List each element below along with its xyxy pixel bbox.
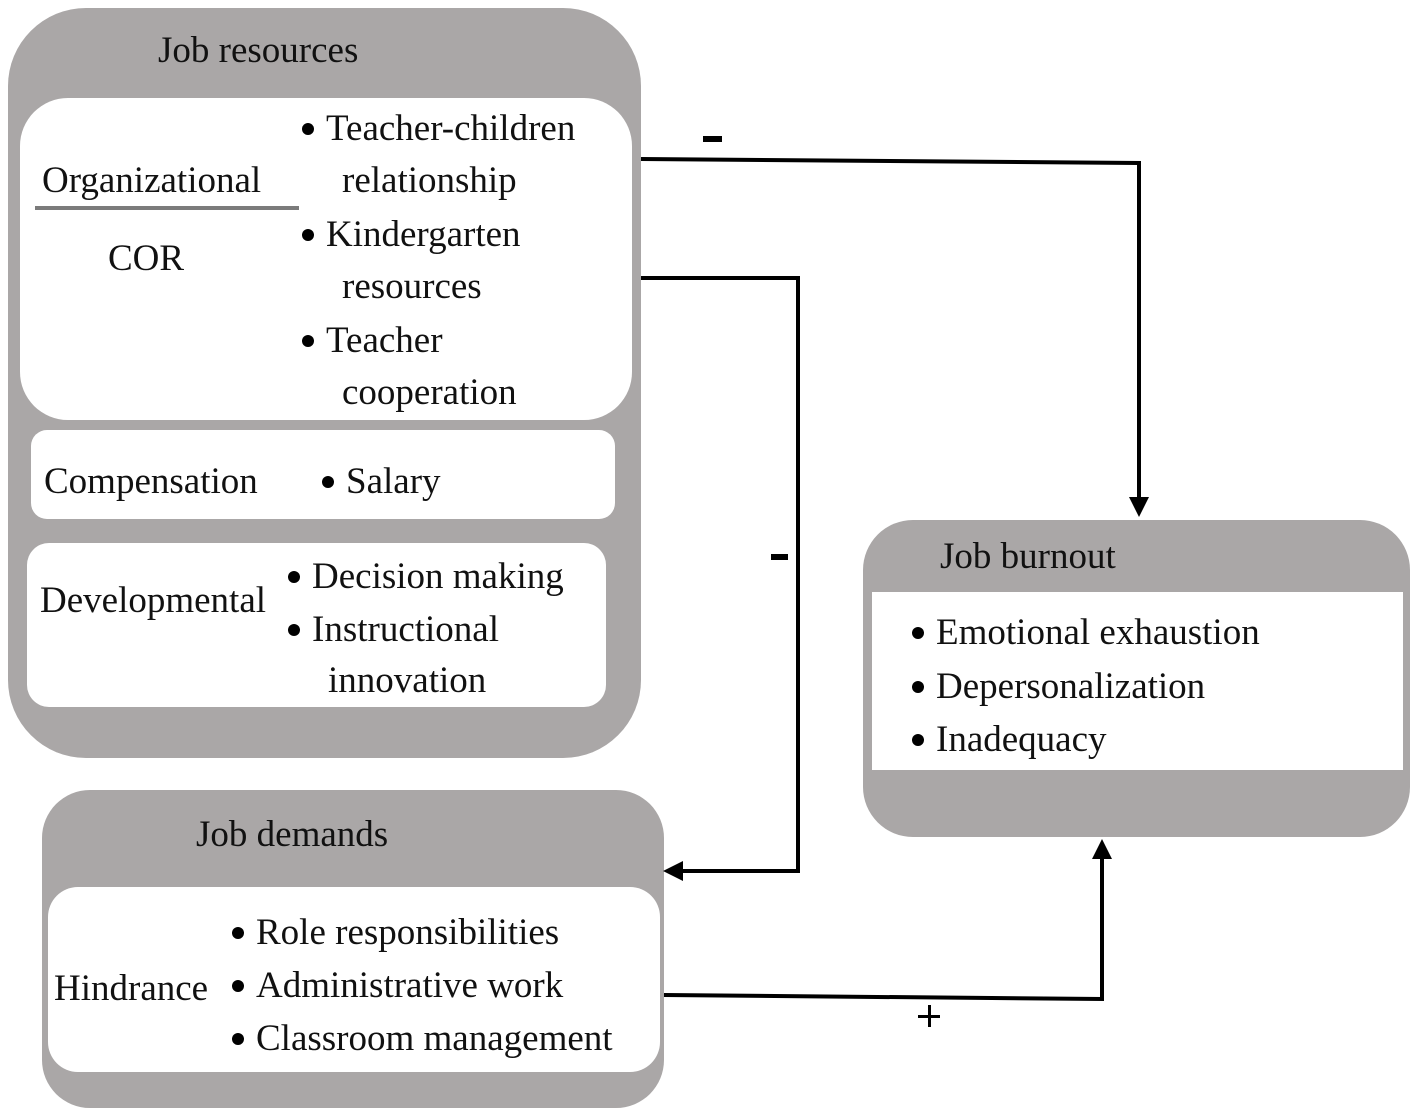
item-text: Emotional exhaustion [936, 612, 1260, 653]
organizational-item [302, 216, 521, 253]
item-text: Salary [346, 461, 441, 502]
item-text: Instructional [312, 609, 500, 650]
arrow-demands-to-burnout [664, 839, 1112, 999]
bullet-icon [302, 229, 314, 241]
item-text: Role responsibilities [256, 912, 560, 953]
compensation-item [322, 463, 441, 500]
arrow-resources-to-burnout [641, 159, 1149, 517]
cor-label: COR [108, 238, 185, 279]
arrowhead-left-icon [663, 861, 683, 881]
bullet-icon [232, 980, 244, 992]
item-text: Classroom management [256, 1018, 613, 1059]
compensation-label: Compensation [44, 461, 258, 502]
item-text: Decision making [312, 556, 564, 597]
organizational-item [302, 322, 443, 359]
bullet-icon [912, 681, 924, 693]
arrow-resources-to-demands [641, 278, 798, 881]
organizational-divider [35, 206, 299, 210]
job-demands-title: Job demands [196, 814, 389, 855]
arrowhead-up-icon [1092, 839, 1112, 859]
organizational-item-cont: resources [342, 266, 482, 307]
item-text: Teacher [326, 320, 443, 361]
negative-sign-icon [703, 136, 722, 142]
job-resources-title: Job resources [158, 30, 359, 71]
organizational-item-cont: relationship [342, 160, 517, 201]
item-text: Kindergarten [326, 214, 521, 255]
bullet-icon [302, 123, 314, 135]
item-text: Inadequacy [936, 719, 1107, 760]
bullet-icon [912, 734, 924, 746]
bullet-icon [912, 627, 924, 639]
bullet-icon [232, 1033, 244, 1045]
bullet-icon [288, 571, 300, 583]
bullet-icon [302, 335, 314, 347]
bullet-icon [288, 624, 300, 636]
negative-sign-icon [771, 554, 788, 560]
developmental-item [288, 558, 564, 595]
hindrance-item [232, 1020, 613, 1057]
item-text: Teacher-children [326, 108, 576, 149]
hindrance-item [232, 914, 559, 951]
developmental-item-cont: innovation [328, 660, 487, 701]
burnout-item [912, 614, 1260, 651]
positive-sign-icon [918, 1005, 940, 1027]
organizational-item [302, 110, 575, 147]
organizational-label: Organizational [42, 160, 262, 201]
bullet-icon [322, 476, 334, 488]
item-text: Depersonalization [936, 666, 1206, 707]
item-text: Administrative work [256, 965, 564, 1006]
job-burnout-title: Job burnout [940, 536, 1116, 577]
developmental-item [288, 611, 499, 648]
bullet-icon [232, 927, 244, 939]
burnout-item [912, 721, 1107, 758]
arrowhead-down-icon [1129, 497, 1149, 517]
burnout-item [912, 668, 1205, 705]
hindrance-label: Hindrance [54, 968, 209, 1009]
developmental-label: Developmental [40, 580, 267, 621]
hindrance-item [232, 967, 563, 1004]
organizational-item-cont: cooperation [342, 372, 517, 413]
